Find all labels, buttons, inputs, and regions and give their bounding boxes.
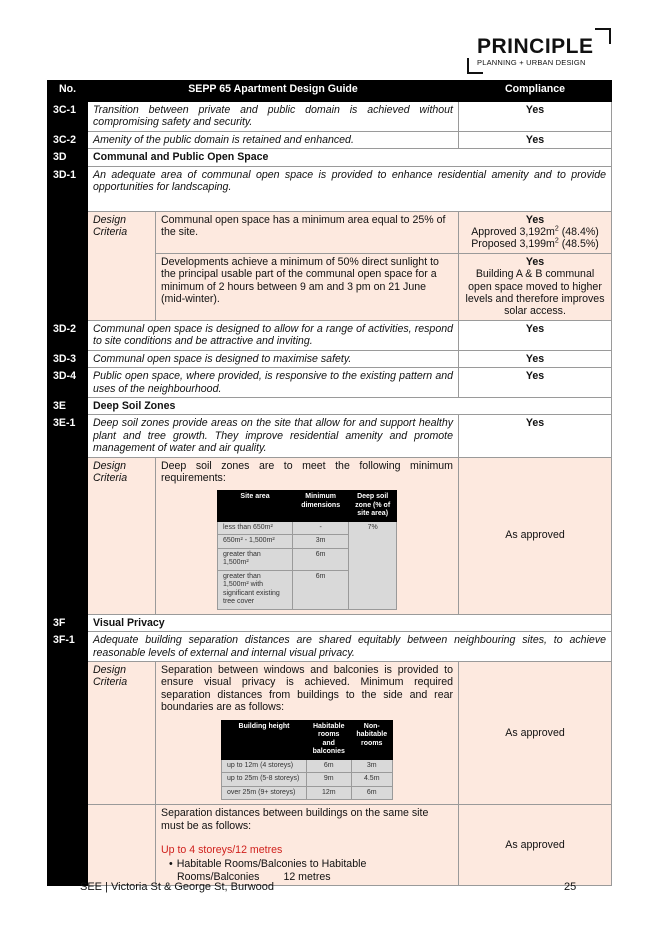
section-title: Communal and Public Open Space [88, 149, 612, 166]
row-compliance: Yes [459, 320, 612, 350]
inner-cell: 650m² - 1,500m² [218, 535, 293, 549]
inner-cell: - [293, 521, 349, 535]
proposed-area-pct: (48.5%) [558, 238, 599, 251]
inner-cell: greater than 1,500m² [218, 548, 293, 570]
row-text: Amenity of the public domain is retained and enhanced. [88, 131, 459, 148]
inner-header: Deep soil zone (% of site area) [349, 491, 397, 522]
section-title: Visual Privacy [88, 614, 612, 631]
criteria-row [48, 211, 612, 253]
header-guide: SEPP 65 Apartment Design Guide [88, 81, 459, 102]
criteria-row [48, 805, 612, 886]
table-row [48, 632, 612, 662]
inner-header: Site area [218, 491, 293, 522]
inner-cell: less than 650m² [218, 521, 293, 535]
footer-page-number: 25 [564, 881, 577, 893]
row-compliance: Yes [459, 415, 612, 457]
row-number: 3D-2 [48, 320, 88, 350]
row-number: 3F [48, 614, 88, 631]
criteria-compliance [459, 211, 612, 253]
row-compliance: Yes [459, 102, 612, 132]
approved-area-value: Approved 3,192m [471, 226, 555, 239]
proposed-area [464, 238, 606, 250]
logo-name: PRINCIPLE [477, 35, 594, 58]
inner-cell: over 25m (9+ storeys) [222, 786, 307, 800]
row-number: 3D-4 [48, 368, 88, 398]
inner-header: Habitable rooms and balconies [307, 720, 352, 759]
row-compliance: Yes [459, 350, 612, 367]
compliance-table [47, 80, 612, 886]
inner-cell: up to 25m (5-8 storeys) [222, 773, 307, 787]
section-row [48, 149, 612, 166]
approved-area-pct: (48.4%) [558, 226, 599, 239]
logo-bracket-icon [595, 28, 611, 44]
section-row [48, 614, 612, 631]
logo-bracket-icon [467, 58, 483, 74]
table-row [48, 350, 612, 367]
compliance-status: Yes [525, 255, 545, 268]
sup: 2 [554, 237, 559, 245]
inner-cell: 6m [351, 786, 393, 800]
row-number: 3D-1 [48, 166, 88, 320]
separation-table [221, 720, 393, 801]
criteria-row [48, 457, 612, 614]
table-row [48, 131, 612, 148]
table-row [48, 320, 612, 350]
separation-list [161, 858, 453, 883]
criteria-text [156, 457, 459, 614]
criteria-compliance: As approved [459, 805, 612, 886]
row-number: 3C-2 [48, 131, 88, 148]
header-compliance: Compliance [459, 81, 612, 102]
inner-cell: 3m [293, 535, 349, 549]
row-number: 3D-3 [48, 350, 88, 367]
row-compliance: Yes [459, 131, 612, 148]
row-compliance: Yes [459, 368, 612, 398]
row-number: 3C-1 [48, 102, 88, 132]
table-row [48, 102, 612, 132]
inner-cell: 6m [293, 548, 349, 570]
compliance-status: Yes [525, 213, 545, 226]
section-title: Deep Soil Zones [88, 397, 612, 414]
row-number: 3F-1 [48, 632, 88, 886]
row-number: 3E-1 [48, 415, 88, 615]
row-text: An adequate area of communal open space is provided to enhance residential amenity and to provide opportunities for landscaping. [88, 166, 612, 211]
list-item-text: Rooms/Balconies [177, 870, 260, 883]
footer-document-title: SEE | Victoria St & George St, Burwood [80, 881, 275, 893]
row-number: 3D [48, 149, 88, 166]
criteria-text [156, 805, 459, 886]
criteria-compliance: As approved [459, 662, 612, 805]
proposed-area-value: Proposed 3,199m [471, 238, 555, 251]
sup: 2 [554, 225, 559, 233]
inner-cell: greater than 1,500m² with significant existing tree cover [218, 570, 293, 609]
table-header-row [48, 81, 612, 102]
inner-cell: 7% [349, 521, 397, 609]
inner-cell: 12m [307, 786, 352, 800]
inner-cell: 3m [351, 759, 393, 773]
storey-heading: Up to 4 storeys/12 metres [161, 844, 283, 856]
inner-cell: 6m [293, 570, 349, 609]
list-item-text: Habitable Rooms/Balconies to Habitable [176, 858, 367, 871]
row-text: Deep soil zones provide areas on the site that allow for and support healthy plant and tree growth. They improve residential amenity and promote management of water and air quality. [88, 415, 459, 457]
list-item [169, 858, 453, 883]
inner-cell: 9m [307, 773, 352, 787]
row-text: Communal open space is designed to allow for a range of activities, respond to site conditions and be attractive and inviting. [88, 320, 459, 350]
section-row [48, 397, 612, 414]
inner-cell: 4.5m [351, 773, 393, 787]
inner-cell: 6m [307, 759, 352, 773]
table-row [48, 368, 612, 398]
criteria-label: Design Criteria [88, 662, 156, 805]
criteria-description: Deep soil zones are to meet the following minimum requirements: [161, 459, 454, 484]
criteria-text [156, 662, 459, 805]
row-text: Adequate building separation distances are shared equitably between neighbouring sites, to achieve reasonable levels of external and internal visual privacy. [88, 632, 612, 662]
inner-header: Building height [222, 720, 307, 759]
inner-header: Non-habitable rooms [351, 720, 393, 759]
criteria-text: Developments achieve a minimum of 50% direct sunlight to the principal usable part of the communal open space for a minimum of 2 hours between 9 am and 3 pm on 21 June (mid-winter). [156, 253, 459, 320]
compliance-note: Building A & B communal open space moved to higher levels and therefore improves solar access. [465, 268, 605, 318]
table-row [48, 415, 612, 457]
header-no: No. [48, 81, 88, 102]
criteria-text: Communal open space has a minimum area equal to 25% of the site. [156, 211, 459, 253]
criteria-description: Separation distances between buildings on the same site must be as follows: [161, 807, 429, 832]
deep-soil-table [217, 490, 397, 610]
inner-header: Minimum dimensions [293, 491, 349, 522]
inner-cell: up to 12m (4 storeys) [222, 759, 307, 773]
list-item-value: 12 metres [283, 870, 331, 883]
row-text: Communal open space is designed to maximise safety. [88, 350, 459, 367]
approved-area [464, 226, 606, 238]
criteria-label: Design Criteria [88, 211, 156, 320]
row-number: 3E [48, 397, 88, 414]
criteria-label: Design Criteria [88, 457, 156, 614]
criteria-row [48, 662, 612, 805]
criteria-compliance [459, 253, 612, 320]
row-text: Public open space, where provided, is responsive to the existing pattern and uses of the neighbourhood. [88, 368, 459, 398]
criteria-compliance: As approved [459, 457, 612, 614]
criteria-description: Separation between windows and balconies is provided to ensure visual privacy is achieved. Minimum required separation distances from buildings to the side and rear boundaries are as follows: [161, 664, 454, 714]
principle-logo [465, 28, 613, 74]
table-row [48, 166, 612, 211]
logo-tagline: PLANNING + URBAN DESIGN [477, 58, 586, 67]
row-text: Transition between private and public domain is achieved without compromising safety and security. [88, 102, 459, 132]
criteria-label-empty [88, 805, 156, 886]
